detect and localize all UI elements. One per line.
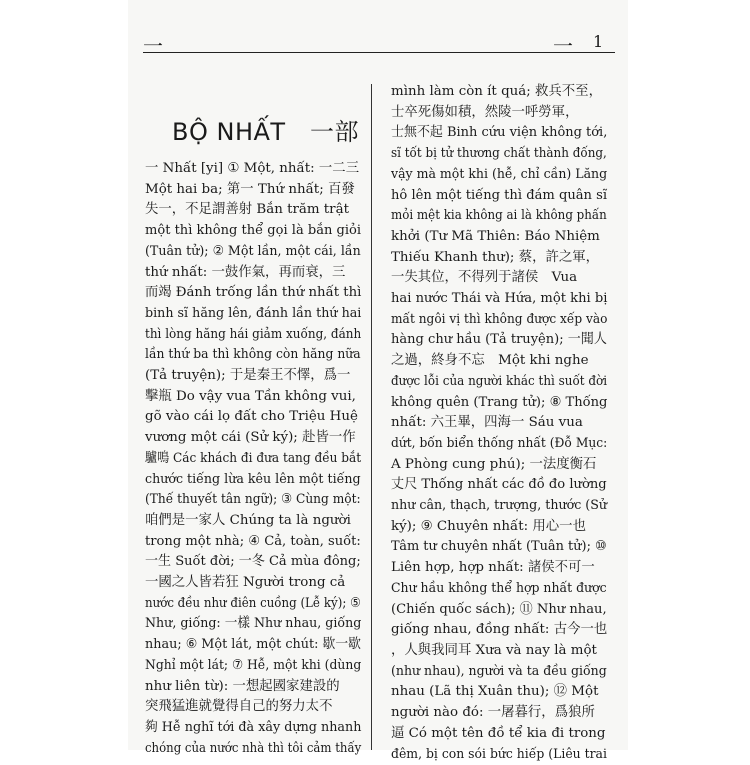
text-line: không quên (Trang tử); ⑧ Thống <box>391 393 600 414</box>
text-line: (Tả truyện); 于是秦王不懌，爲一 <box>145 366 359 387</box>
text-line: 咱們是一家人 Chúng ta là người <box>145 511 359 532</box>
section-title: BỘ NHẤT 一部 <box>172 112 359 147</box>
text-line: 逼 Có một tên đồ tể kia đi trong <box>391 724 605 745</box>
text-line: 士卒死傷如積，然陵一呼勞軍， <box>391 103 605 124</box>
text-line: binh sĩ hăng lên, đánh lần thứ hai <box>145 304 348 325</box>
text-line: 而竭 Đánh trống lần thứ nhất thì <box>145 283 357 304</box>
text-line: nhau; ⑥ Một lát, một chút: 歇一歇 <box>145 635 350 656</box>
text-line: lần thứ ba thì không còn hăng nữa <box>145 345 343 366</box>
text-line: 之過，終身不忘 Một khi nghe <box>391 351 605 372</box>
text-line: thứ nhất: 一鼓作氣，再而衰，三 <box>145 263 359 284</box>
running-head-right: 一 <box>553 30 573 59</box>
text-line: người nào đó: 一屠暮行，爲狼所 <box>391 703 605 724</box>
text-line: chóng của nước nhà thì tôi cảm thấy <box>145 739 332 760</box>
text-line: hàng chư hầu (Tả truyện); 一聞人 <box>391 330 599 351</box>
text-line: (Tuân tử); ② Một lần, một cái, lần <box>145 242 347 263</box>
text-line: như cân, thạch, trượng, thước (Sử <box>391 496 593 517</box>
text-line: một thì không thể gọi là bắn giỏi <box>145 221 353 242</box>
text-line: Nghỉ một lát; ⑦ Hễ, một khi (dùng <box>145 656 343 677</box>
text-line: mất ngôi vị thì không được xếp vào <box>391 310 585 331</box>
text-line: Thiếu Khanh thư); 蔡，許之軍， <box>391 248 605 269</box>
right-column <box>391 82 605 765</box>
text-line: 夠 Hễ nghĩ tới đà xây dựng nhanh <box>145 718 349 739</box>
page-number: 1 <box>593 32 603 51</box>
text-line: mình làm còn ít quá; 救兵不至， <box>391 82 605 103</box>
text-line: (Thế thuyết tân ngữ); ③ Cùng một: <box>145 490 340 511</box>
text-line: 丈尺 Thống nhất các đồ đo lường <box>391 475 600 496</box>
text-line: (như nhau), người và ta đều giống <box>391 662 591 683</box>
text-line: khởi (Tư Mã Thiên: Báo Nhiệm <box>391 227 605 248</box>
text-line: Một hai ba; 第一 Thứ nhất; 百發 <box>145 180 359 201</box>
text-line: nhất: 六王畢，四海一 Sáu vua <box>391 413 605 434</box>
text-line: 一 Nhất [yi] ① Một, nhất: 一二三 <box>145 159 359 180</box>
text-line: giống nhau, đồng nhất: 古今一也 <box>391 620 605 641</box>
text-line: gõ vào cái lọ đất cho Triệu Huệ <box>145 407 359 428</box>
text-line: 士無不起 Binh cứu viện không tới, <box>391 123 598 144</box>
text-line: đêm, bị con sói bức hiếp (Liêu trai <box>391 745 589 765</box>
text-line: như liên từ): 一想起國家建設的 <box>145 677 359 698</box>
text-line: 突飛猛進就覺得自己的努力太不 <box>145 697 359 718</box>
text-line: chước tiếng lừa kêu lên một tiếng <box>145 470 347 491</box>
text-line: vương một cái (Sử ký); 赴皆一作 <box>145 428 359 449</box>
text-line: được lỗi của người khác thì suốt đời <box>391 372 582 393</box>
text-line: mỏi mệt kia không ai là không phấn <box>391 206 580 227</box>
text-line: sĩ tốt bị tử thương chất thành đống, <box>391 144 582 165</box>
text-line: (Chiến quốc sách); ⑪ Như nhau, <box>391 600 600 621</box>
text-line: 驢鳴 Các khách đi đưa tang đều bắt <box>145 449 338 470</box>
text-line: Liên hợp, hợp nhất: 諸侯不可一 <box>391 558 605 579</box>
text-line: 一生 Suốt đời; 一冬 Cả mùa đông; <box>145 552 353 573</box>
text-line: Tâm tư chuyên nhất (Tuân tử); ⑩ <box>391 537 597 558</box>
text-line: 一國之人皆若狂 Người trong cả <box>145 573 359 594</box>
running-head: 一 <box>143 30 165 59</box>
text-line: vậy mà một khi (hễ, chỉ cần) Lăng <box>391 165 591 186</box>
text-line: trong một nhà; ④ Cả, toàn, suốt: <box>145 532 354 553</box>
text-line: thì lòng hăng hái giảm xuống, đánh <box>145 325 337 346</box>
text-line: A Phòng cung phú); 一法度衡石 <box>391 455 605 476</box>
text-line: hai nước Thái và Hứa, một khi bị <box>391 289 600 310</box>
text-line: ký); ⑨ Chuyên nhất: 用心一也 <box>391 517 605 538</box>
text-line: 失一，不足謂善射 Bắn trăm trật <box>145 200 359 221</box>
text-line: nhau (Lã thị Xuân thu); ⑫ Một <box>391 682 605 703</box>
text-line: hô lên một tiếng thì đám quân sĩ <box>391 186 600 207</box>
header-rule <box>143 52 615 53</box>
text-line: 一失其位，不得列于諸侯 Vua <box>391 268 605 289</box>
text-line: ，人與我同耳 Xưa và nay là một <box>391 641 605 662</box>
column-divider <box>371 84 372 750</box>
left-column <box>145 159 359 759</box>
text-line: dứt, bốn biển thống nhất (Đỗ Mục: <box>391 434 587 455</box>
text-line: nước đều như điên cuồng (Lễ ký); ⑤ <box>145 594 334 615</box>
text-line: Như, giống: 一樣 Như nhau, giống <box>145 614 347 635</box>
text-line: Chư hầu không thể hợp nhất được <box>391 579 590 600</box>
text-line: 擊瓶 Do vậy vua Tần không vui, <box>145 387 359 408</box>
